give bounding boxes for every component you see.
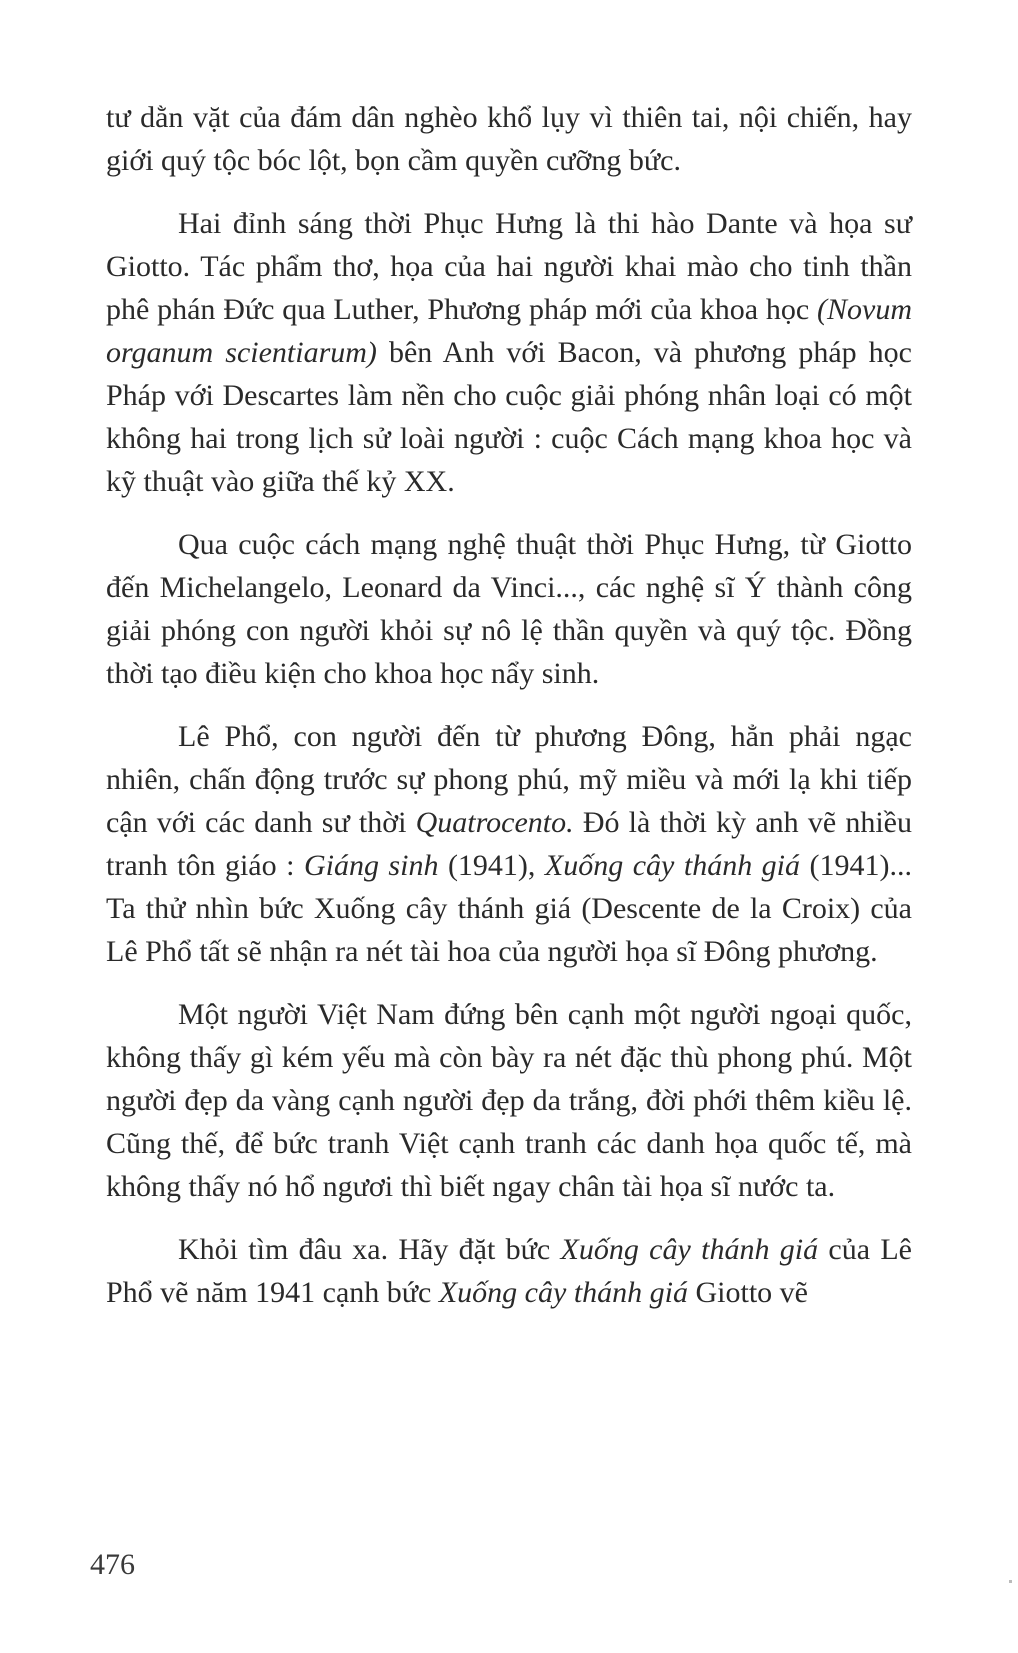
body-text	[106, 96, 912, 1314]
paragraph	[106, 96, 912, 182]
italic-text: Xuống cây thánh giá	[438, 1276, 688, 1309]
text-segment: (1941)... Ta thử nhìn bức Xuống cây thánh giá (Descente de la Croix) của Lê Phổ tất sẽ nhận ra nét tài hoa của người họa sĩ Đông phương.	[106, 849, 913, 968]
italic-text: Giáng sinh	[303, 849, 439, 882]
text-segment: Qua cuộc cách mạng nghệ thuật thời Phục Hưng, từ Giotto đến Michelangelo, Leonard da Vinci..., các nghệ sĩ Ý thành công giải phóng con người khỏi sự nô lệ thần quyền và quý tộc. Đồng thời tạo điều kiện cho khoa học nẩy sinh.	[106, 528, 912, 690]
text-segment: bên Anh với Bacon, và phương pháp học Pháp với Descartes làm nền cho cuộc giải phóng nhân loại có một không hai trong lịch sử loài người : cuộc Cách mạng khoa học và kỹ thuật vào giữa thế kỷ XX.	[106, 336, 912, 498]
paragraph	[106, 523, 912, 695]
text-segment: Hai đỉnh sáng thời Phục Hưng là thi hào Dante và họa sư Giotto. Tác phẩm thơ, họa của hai người khai mào cho tinh thần phê phán Đức qua Luther, Phương pháp mới của khoa học	[106, 207, 912, 326]
text-segment: Một người Việt Nam đứng bên cạnh một người ngoại quốc, không thấy gì kém yếu mà còn bày ra nét đặc thù phong phú. Một người đẹp da vàng cạnh người đẹp da trắng, đời phới thêm kiều lệ. Cũng thế, để bức tranh Việt cạnh tranh các danh họa quốc tế, mà không thấy nó hổ ngươi thì biết ngay chân tài họa sĩ nước ta.	[106, 998, 912, 1203]
paragraph	[106, 715, 912, 973]
page-number: 476	[90, 1548, 135, 1581]
text-segment: Giotto vẽ	[688, 1276, 808, 1309]
text-segment: của Lê Phổ vẽ năm 1941 cạnh bức	[106, 1233, 912, 1309]
italic-text: (Novum organum scientiarum)	[106, 293, 912, 369]
text-segment: Lê Phổ, con người đến từ phương Đông, hẳn phải ngạc nhiên, chấn động trước sự phong phú, mỹ miều và mới lạ khi tiếp cận với các danh sư thời	[106, 720, 912, 839]
italic-text: Quatrocento.	[415, 806, 574, 839]
text-segment: tư dằn vặt của đám dân nghèo khổ lụy vì thiên tai, nội chiến, hay giới quý tộc bóc lột, bọn cầm quyền cưỡng bức.	[106, 101, 912, 177]
text-segment: (1941),	[438, 849, 545, 882]
text-segment: Đó là thời kỳ anh vẽ nhiều tranh tôn giáo :	[106, 806, 912, 882]
paragraph	[106, 202, 912, 503]
paragraph	[106, 1228, 912, 1314]
text-segment: Khỏi tìm đâu xa. Hãy đặt bức	[178, 1233, 561, 1266]
italic-text: Xuống cây thánh giá	[544, 849, 801, 882]
italic-text: Xuống cây thánh giá	[560, 1233, 819, 1266]
paragraph	[106, 993, 912, 1208]
scan-speck	[1009, 1580, 1012, 1583]
